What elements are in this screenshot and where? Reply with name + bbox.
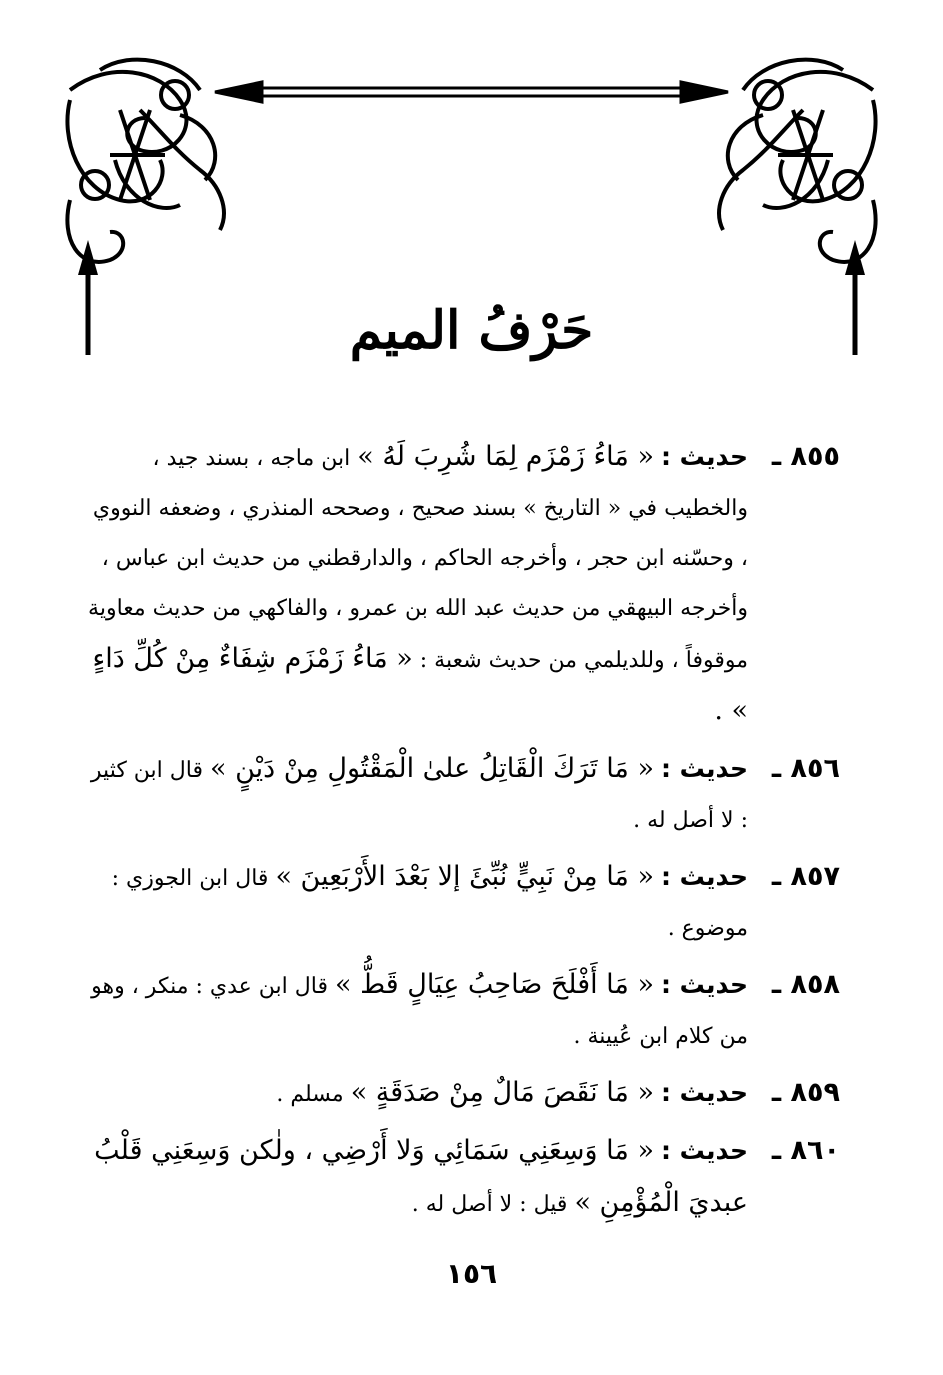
hadith-text: « مَا أَفْلَحَ صَاحِبُ عِيَالٍ قَطُّ » (334, 969, 654, 1000)
entry-commentary: قال ابن عدي : منكر ، وهو من كلام ابن عُيينة . (91, 974, 748, 1049)
hadith-entry (85, 1068, 840, 1120)
entry-number: ٨٥٨ ـ (771, 969, 840, 1000)
hadith-entry (85, 852, 840, 954)
entry-commentary: قال ابن الجوزي : موضوع . (111, 866, 748, 941)
entry-keyword: حديث : (660, 1136, 748, 1165)
entry-keyword: حديث : (660, 754, 748, 783)
hadith-text: « مَا تَرَكَ الْقَاتِلُ علىٰ الْمَقْتُولِ مِنْ دَيْنٍ » (209, 753, 654, 784)
hadith-entry (85, 1126, 840, 1230)
page-number: ١٥٦ (445, 1257, 498, 1290)
entry-keyword: حديث : (660, 862, 748, 891)
entry-number: ٨٥٦ ـ (771, 753, 840, 784)
hadith-entry (85, 744, 840, 846)
chapter-title: حَرْفُ الميم (349, 300, 594, 361)
hadith-text: « مَاءُ زَمْزَم لِمَا شُرِبَ لَهُ » (357, 441, 654, 472)
hadith-entry (85, 960, 840, 1062)
hadith-entries (85, 432, 840, 1236)
entry-commentary: ابن ماجه ، بسند جيد ، والخطيب في « التاريخ » بسند صحيح ، وصححه المنذري ، وضعفه النووي ، وحسّنه ابن حجر ، وأخرجه الحاكم ، والدارقطني من حديث ابن عباس ، وأخرجه البيهقي من حديث عبد الله بن عمرو ، والفاكهي من حديث معاوية موقوفاً ، وللديلمي من حديث شعبة : (88, 446, 748, 673)
hadith-entry (85, 432, 840, 738)
hadith-text: « مَا نَقَصَ مَالٌ مِنْ صَدَقَةٍ » (350, 1077, 654, 1108)
entry-number: ٨٥٥ ـ (771, 441, 840, 472)
entry-keyword: حديث : (660, 970, 748, 999)
entry-number: ٨٥٧ ـ (771, 861, 840, 892)
entry-commentary: مسلم . (276, 1082, 344, 1107)
entry-commentary: قال ابن كثير : لا أصل له . (90, 758, 748, 833)
entry-keyword: حديث : (660, 442, 748, 471)
hadith-text: « مَا مِنْ نَبِيٍّ نُبِّئَ إلا بَعْدَ الأَرْبَعِينَ » (275, 861, 654, 892)
entry-keyword: حديث : (660, 1078, 748, 1107)
entry-number: ٨٦٠ ـ (771, 1135, 840, 1166)
hadith-text-secondary: « مَاءُ زَمْزَم شِفَاءٌ مِنْ كُلِّ دَاءٍ » . (92, 643, 748, 726)
entry-commentary: قيل : لا أصل له . (411, 1192, 568, 1217)
entry-number: ٨٥٩ ـ (771, 1077, 840, 1108)
hadith-text: « مَا وَسِعَنِي سَمَائِي وَلا أَرْضِي ، ولٰكن وَسِعَنِي قَلْبُ عبديَ الْمُؤْمِنِ » (94, 1135, 748, 1218)
